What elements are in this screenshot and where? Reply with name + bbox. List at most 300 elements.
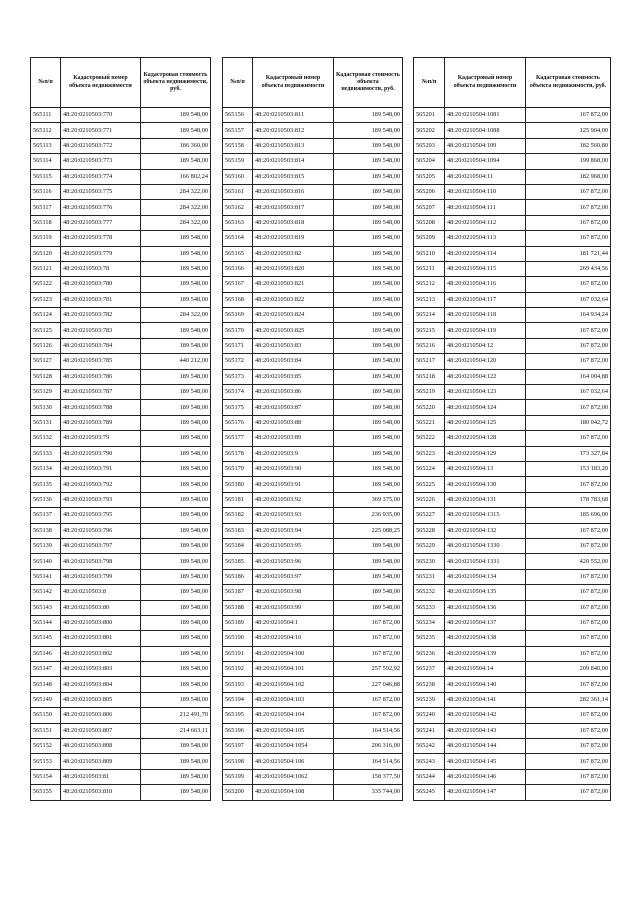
cadastral-cost-cell: 167 872,00 <box>526 754 611 769</box>
cadastral-table-1 <box>30 57 211 801</box>
table-row <box>223 277 403 292</box>
cadastral-number-cell: 48:20:0210503:8 <box>61 585 141 600</box>
row-number-cell: 565191 <box>223 646 253 661</box>
row-number-cell: 565155 <box>31 785 61 800</box>
cadastral-number-cell: 48:20:0210504:123 <box>445 385 526 400</box>
cadastral-cost-cell: 189 548,00 <box>334 461 403 476</box>
cadastral-cost-cell: 269 434,56 <box>526 261 611 276</box>
cadastral-cost-cell: 167 872,00 <box>526 354 611 369</box>
cadastral-cost-cell: 189 548,00 <box>334 123 403 138</box>
cadastral-number-cell: 48:20:0210504:1094 <box>445 154 526 169</box>
table-row <box>31 677 211 692</box>
row-number-cell: 565146 <box>31 646 61 661</box>
cadastral-number-cell: 48:20:0210504:114 <box>445 246 526 261</box>
cadastral-cost-cell: 167 872,00 <box>526 677 611 692</box>
table-row <box>223 708 403 723</box>
cadastral-cost-cell: 189 548,00 <box>334 385 403 400</box>
row-number-cell: 565235 <box>414 631 445 646</box>
cadastral-cost-cell: 189 548,00 <box>141 108 211 123</box>
cadastral-cost-cell: 189 548,00 <box>334 431 403 446</box>
table-row <box>414 261 611 276</box>
table-row <box>414 369 611 384</box>
row-number-cell: 565122 <box>31 277 61 292</box>
cadastral-cost-cell: 189 548,00 <box>141 677 211 692</box>
cadastral-cost-cell: 167 872,00 <box>526 615 611 630</box>
cadastral-cost-cell: 167 872,00 <box>334 708 403 723</box>
row-number-cell: 565201 <box>414 108 445 123</box>
cadastral-cost-cell: 189 548,00 <box>334 277 403 292</box>
row-number-cell: 565138 <box>31 523 61 538</box>
cadastral-number-cell: 48:20:0210503:788 <box>61 400 141 415</box>
table-row <box>223 461 403 476</box>
row-number-cell: 565238 <box>414 677 445 692</box>
table-row <box>414 646 611 661</box>
table-row <box>31 754 211 769</box>
table-row <box>31 615 211 630</box>
cadastral-number-cell: 48:20:0210503:807 <box>61 723 141 738</box>
row-number-cell: 565156 <box>223 108 253 123</box>
row-number-cell: 565233 <box>414 600 445 615</box>
cadastral-number-cell: 48:20:0210504:129 <box>445 446 526 461</box>
cadastral-number-cell: 48:20:0210503:780 <box>61 277 141 292</box>
table-row <box>31 308 211 323</box>
row-number-cell: 565126 <box>31 338 61 353</box>
table-row <box>31 492 211 507</box>
table-row <box>414 400 611 415</box>
cadastral-cost-cell: 189 548,00 <box>141 415 211 430</box>
cadastral-cost-cell: 189 548,00 <box>334 600 403 615</box>
cadastral-cost-cell: 284 322,00 <box>141 215 211 230</box>
cadastral-number-cell: 48:20:0210503:772 <box>61 138 141 153</box>
cadastral-cost-cell: 167 872,00 <box>526 431 611 446</box>
row-number-cell: 565198 <box>223 754 253 769</box>
cadastral-number-cell: 48:20:0210504:104 <box>253 708 334 723</box>
cadastral-number-cell: 48:20:0210503:806 <box>61 708 141 723</box>
cadastral-number-cell: 48:20:0210503:83 <box>253 338 334 353</box>
row-number-cell: 565139 <box>31 538 61 553</box>
cadastral-cost-cell: 181 721,44 <box>526 246 611 261</box>
cadastral-number-cell: 48:20:0210503:94 <box>253 523 334 538</box>
cadastral-number-cell: 48:20:0210504:130 <box>445 477 526 492</box>
cadastral-number-cell: 48:20:0210504:1330 <box>445 538 526 553</box>
row-number-cell: 565165 <box>223 246 253 261</box>
table-row <box>223 477 403 492</box>
table-row <box>414 184 611 199</box>
cadastral-cost-cell: 167 032,64 <box>526 292 611 307</box>
cadastral-cost-cell: 189 548,00 <box>141 292 211 307</box>
cadastral-number-cell: 48:20:0210504:1054 <box>253 739 334 754</box>
table-row <box>31 769 211 784</box>
cadastral-number-cell: 48:20:0210503:783 <box>61 323 141 338</box>
cadastral-number-cell: 48:20:0210503:80 <box>61 600 141 615</box>
row-number-cell: 565230 <box>414 554 445 569</box>
cadastral-cost-cell: 167 872,00 <box>526 785 611 800</box>
cadastral-number-cell: 48:20:0210503:815 <box>253 169 334 184</box>
header-cadastral-cost: Кадастровая стоимость объекта недвижимости, руб. <box>141 58 211 108</box>
cadastral-cost-cell: 189 548,00 <box>334 585 403 600</box>
cadastral-number-cell: 48:20:0210504:122 <box>445 369 526 384</box>
cadastral-cost-cell: 189 548,00 <box>141 431 211 446</box>
cadastral-cost-cell: 420 552,00 <box>526 554 611 569</box>
cadastral-number-cell: 48:20:0210504:11 <box>445 169 526 184</box>
row-number-cell: 565118 <box>31 215 61 230</box>
row-number-cell: 565149 <box>31 692 61 707</box>
row-number-cell: 565111 <box>31 108 61 123</box>
cadastral-cost-cell: 180 042,72 <box>526 415 611 430</box>
table-row <box>414 492 611 507</box>
table-row <box>31 277 211 292</box>
table-row <box>414 569 611 584</box>
cadastral-cost-cell: 164 004,88 <box>526 369 611 384</box>
table-row <box>414 631 611 646</box>
cadastral-number-cell: 48:20:0210504:134 <box>445 569 526 584</box>
cadastral-cost-cell: 440 212,00 <box>141 354 211 369</box>
row-number-cell: 565148 <box>31 677 61 692</box>
table-row <box>414 554 611 569</box>
table-row <box>414 708 611 723</box>
cadastral-cost-cell: 189 548,00 <box>334 338 403 353</box>
header-row-number: №п/п <box>223 58 253 108</box>
cadastral-number-cell: 48:20:0210503:776 <box>61 200 141 215</box>
cadastral-number-cell: 48:20:0210504:1088 <box>445 123 526 138</box>
table-row <box>414 215 611 230</box>
cadastral-number-cell: 48:20:0210504:116 <box>445 277 526 292</box>
row-number-cell: 565113 <box>31 138 61 153</box>
cadastral-number-cell: 48:20:0210504:139 <box>445 646 526 661</box>
table-row <box>223 769 403 784</box>
row-number-cell: 565241 <box>414 723 445 738</box>
cadastral-cost-cell: 189 548,00 <box>334 200 403 215</box>
cadastral-number-cell: 48:20:0210503:79 <box>61 431 141 446</box>
cadastral-number-cell: 48:20:0210503:86 <box>253 385 334 400</box>
cadastral-number-cell: 48:20:0210504:102 <box>253 677 334 692</box>
row-number-cell: 565199 <box>223 769 253 784</box>
cadastral-number-cell: 48:20:0210503:775 <box>61 184 141 199</box>
table-row <box>31 446 211 461</box>
cadastral-cost-cell: 189 548,00 <box>141 277 211 292</box>
row-number-cell: 565136 <box>31 492 61 507</box>
table-row <box>223 246 403 261</box>
row-number-cell: 565123 <box>31 292 61 307</box>
cadastral-number-cell: 48:20:0210503:790 <box>61 446 141 461</box>
row-number-cell: 565134 <box>31 461 61 476</box>
row-number-cell: 565197 <box>223 739 253 754</box>
table-row <box>31 585 211 600</box>
cadastral-number-cell: 48:20:0210503:781 <box>61 292 141 307</box>
header-cadastral-number: Кадастровый номер объекта недвижимости <box>61 58 141 108</box>
cadastral-cost-cell: 167 872,00 <box>526 631 611 646</box>
table-row <box>223 538 403 553</box>
cadastral-number-cell: 48:20:0210503:92 <box>253 492 334 507</box>
cadastral-cost-cell: 189 548,00 <box>334 569 403 584</box>
cadastral-number-cell: 48:20:0210504:136 <box>445 600 526 615</box>
table-row <box>31 692 211 707</box>
table-row <box>414 477 611 492</box>
cadastral-cost-cell: 189 548,00 <box>334 538 403 553</box>
cadastral-cost-cell: 189 548,00 <box>334 246 403 261</box>
row-number-cell: 565242 <box>414 739 445 754</box>
cadastral-number-cell: 48:20:0210504:145 <box>445 754 526 769</box>
table-row <box>223 215 403 230</box>
table-row <box>31 369 211 384</box>
cadastral-cost-cell: 189 548,00 <box>141 246 211 261</box>
table-row <box>223 615 403 630</box>
table-row <box>414 200 611 215</box>
cadastral-cost-cell: 189 548,00 <box>141 615 211 630</box>
row-number-cell: 565232 <box>414 585 445 600</box>
cadastral-number-cell: 48:20:0210504:115 <box>445 261 526 276</box>
cadastral-number-cell: 48:20:0210503:787 <box>61 385 141 400</box>
cadastral-number-cell: 48:20:0210504:110 <box>445 184 526 199</box>
cadastral-number-cell: 48:20:0210504:108 <box>253 785 334 800</box>
header-cadastral-cost: Кадастровая стоимость объекта недвижимости, руб. <box>334 58 403 108</box>
row-number-cell: 565202 <box>414 123 445 138</box>
row-number-cell: 565207 <box>414 200 445 215</box>
cadastral-cost-cell: 189 548,00 <box>141 123 211 138</box>
cadastral-number-cell: 48:20:0210504:120 <box>445 354 526 369</box>
cadastral-number-cell: 48:20:0210504:106 <box>253 754 334 769</box>
table-body <box>223 108 403 801</box>
cadastral-number-cell: 48:20:0210503:87 <box>253 400 334 415</box>
cadastral-cost-cell: 189 548,00 <box>141 508 211 523</box>
cadastral-cost-cell: 167 872,00 <box>334 615 403 630</box>
cadastral-cost-cell: 189 548,00 <box>334 231 403 246</box>
row-number-cell: 565182 <box>223 508 253 523</box>
cadastral-cost-cell: 189 548,00 <box>334 169 403 184</box>
row-number-cell: 565170 <box>223 323 253 338</box>
cadastral-cost-cell: 189 548,00 <box>334 400 403 415</box>
table-row <box>414 323 611 338</box>
row-number-cell: 565130 <box>31 400 61 415</box>
table-row <box>31 431 211 446</box>
cadastral-cost-cell: 189 548,00 <box>334 154 403 169</box>
table-row <box>31 400 211 415</box>
cadastral-number-cell: 48:20:0210503:793 <box>61 492 141 507</box>
cadastral-cost-cell: 185 696,00 <box>526 508 611 523</box>
cadastral-number-cell: 48:20:0210503:804 <box>61 677 141 692</box>
row-number-cell: 565164 <box>223 231 253 246</box>
table-row <box>414 108 611 123</box>
cadastral-number-cell: 48:20:0210504:111 <box>445 200 526 215</box>
cadastral-cost-cell: 167 872,00 <box>526 523 611 538</box>
cadastral-cost-cell: 284 322,00 <box>141 184 211 199</box>
row-number-cell: 565181 <box>223 492 253 507</box>
row-number-cell: 565168 <box>223 292 253 307</box>
row-number-cell: 565200 <box>223 785 253 800</box>
cadastral-number-cell: 48:20:0210503:820 <box>253 261 334 276</box>
table-row <box>223 415 403 430</box>
cadastral-cost-cell: 189 548,00 <box>141 446 211 461</box>
cadastral-number-cell: 48:20:0210503:800 <box>61 615 141 630</box>
table-row <box>31 785 211 800</box>
cadastral-number-cell: 48:20:0210504:147 <box>445 785 526 800</box>
row-number-cell: 565162 <box>223 200 253 215</box>
cadastral-number-cell: 48:20:0210503:774 <box>61 169 141 184</box>
cadastral-number-cell: 48:20:0210504:101 <box>253 662 334 677</box>
cadastral-cost-cell: 189 548,00 <box>141 769 211 784</box>
cadastral-cost-cell: 189 548,00 <box>334 323 403 338</box>
cadastral-cost-cell: 153 183,20 <box>526 461 611 476</box>
row-number-cell: 565145 <box>31 631 61 646</box>
table-row <box>31 477 211 492</box>
table-row <box>414 739 611 754</box>
cadastral-number-cell: 48:20:0210503:813 <box>253 138 334 153</box>
cadastral-number-cell: 48:20:0210503:818 <box>253 215 334 230</box>
row-number-cell: 565152 <box>31 739 61 754</box>
cadastral-cost-cell: 167 872,00 <box>526 338 611 353</box>
table-row <box>31 246 211 261</box>
cadastral-number-cell: 48:20:0210504:1 <box>253 615 334 630</box>
row-number-cell: 565228 <box>414 523 445 538</box>
cadastral-number-cell: 48:20:0210503:801 <box>61 631 141 646</box>
row-number-cell: 565172 <box>223 354 253 369</box>
row-number-cell: 565179 <box>223 461 253 476</box>
row-number-cell: 565221 <box>414 415 445 430</box>
row-number-cell: 565141 <box>31 569 61 584</box>
cadastral-number-cell: 48:20:0210504:1315 <box>445 508 526 523</box>
row-number-cell: 565128 <box>31 369 61 384</box>
table-row <box>31 169 211 184</box>
table-row <box>223 662 403 677</box>
row-number-cell: 565210 <box>414 246 445 261</box>
table-row <box>414 138 611 153</box>
table-header <box>223 58 403 108</box>
row-number-cell: 565204 <box>414 154 445 169</box>
cadastral-cost-cell: 167 872,00 <box>526 477 611 492</box>
cadastral-number-cell: 48:20:0210503:809 <box>61 754 141 769</box>
cadastral-number-cell: 48:20:0210504:125 <box>445 415 526 430</box>
cadastral-number-cell: 48:20:0210503:777 <box>61 215 141 230</box>
row-number-cell: 565160 <box>223 169 253 184</box>
table-row <box>223 138 403 153</box>
cadastral-cost-cell: 167 872,00 <box>526 723 611 738</box>
cadastral-number-cell: 48:20:0210504:113 <box>445 231 526 246</box>
cadastral-cost-cell: 189 548,00 <box>141 400 211 415</box>
cadastral-cost-cell: 189 548,00 <box>334 554 403 569</box>
row-number-cell: 565180 <box>223 477 253 492</box>
row-number-cell: 565151 <box>31 723 61 738</box>
table-row <box>223 292 403 307</box>
cadastral-cost-cell: 167 872,00 <box>526 184 611 199</box>
table-row <box>223 677 403 692</box>
table-header <box>31 58 211 108</box>
table-row <box>31 108 211 123</box>
row-number-cell: 565114 <box>31 154 61 169</box>
cadastral-cost-cell: 189 548,00 <box>141 554 211 569</box>
row-number-cell: 565184 <box>223 538 253 553</box>
cadastral-number-cell: 48:20:0210503:814 <box>253 154 334 169</box>
cadastral-cost-cell: 189 548,00 <box>141 261 211 276</box>
cadastral-number-cell: 48:20:0210503:802 <box>61 646 141 661</box>
row-number-cell: 565231 <box>414 569 445 584</box>
row-number-cell: 565219 <box>414 385 445 400</box>
cadastral-number-cell: 48:20:0210504:144 <box>445 739 526 754</box>
cadastral-cost-cell: 189 548,00 <box>141 231 211 246</box>
cadastral-number-cell: 48:20:0210504:119 <box>445 323 526 338</box>
row-number-cell: 565178 <box>223 446 253 461</box>
table-row <box>31 600 211 615</box>
row-number-cell: 565120 <box>31 246 61 261</box>
cadastral-number-cell: 48:20:0210504:1331 <box>445 554 526 569</box>
cadastral-number-cell: 48:20:0210503:98 <box>253 585 334 600</box>
cadastral-number-cell: 48:20:0210503:785 <box>61 354 141 369</box>
table-row <box>31 415 211 430</box>
table-row <box>223 508 403 523</box>
row-number-cell: 565127 <box>31 354 61 369</box>
table-row <box>414 338 611 353</box>
row-number-cell: 565115 <box>31 169 61 184</box>
cadastral-number-cell: 48:20:0210503:808 <box>61 739 141 754</box>
table-row <box>223 431 403 446</box>
row-number-cell: 565147 <box>31 662 61 677</box>
cadastral-cost-cell: 189 548,00 <box>141 739 211 754</box>
cadastral-cost-cell: 189 548,00 <box>141 385 211 400</box>
table-row <box>414 538 611 553</box>
row-number-cell: 565214 <box>414 308 445 323</box>
row-number-cell: 565140 <box>31 554 61 569</box>
table-row <box>223 123 403 138</box>
row-number-cell: 565159 <box>223 154 253 169</box>
cadastral-cost-cell: 227 046,88 <box>334 677 403 692</box>
table-row <box>414 754 611 769</box>
cadastral-cost-cell: 189 548,00 <box>141 154 211 169</box>
cadastral-cost-cell: 189 548,00 <box>141 585 211 600</box>
row-number-cell: 565124 <box>31 308 61 323</box>
row-number-cell: 565125 <box>31 323 61 338</box>
cadastral-cost-cell: 167 872,00 <box>526 400 611 415</box>
table-row <box>414 292 611 307</box>
table-row <box>223 308 403 323</box>
cadastral-number-cell: 48:20:0210503:812 <box>253 123 334 138</box>
row-number-cell: 565144 <box>31 615 61 630</box>
cadastral-cost-cell: 167 872,00 <box>526 769 611 784</box>
cadastral-cost-cell: 189 548,00 <box>141 646 211 661</box>
cadastral-number-cell: 48:20:0210504:137 <box>445 615 526 630</box>
table-row <box>223 446 403 461</box>
cadastral-cost-cell: 189 548,00 <box>141 323 211 338</box>
cadastral-number-cell: 48:20:0210503:795 <box>61 508 141 523</box>
row-number-cell: 565194 <box>223 692 253 707</box>
row-number-cell: 565175 <box>223 400 253 415</box>
cadastral-cost-cell: 167 872,00 <box>526 708 611 723</box>
cadastral-number-cell: 48:20:0210504:135 <box>445 585 526 600</box>
cadastral-cost-cell: 167 872,00 <box>526 739 611 754</box>
cadastral-cost-cell: 167 872,00 <box>526 231 611 246</box>
cadastral-cost-cell: 189 548,00 <box>141 523 211 538</box>
table-row <box>223 600 403 615</box>
row-number-cell: 565161 <box>223 184 253 199</box>
table-row <box>223 585 403 600</box>
table-row <box>31 723 211 738</box>
row-number-cell: 565211 <box>414 261 445 276</box>
cadastral-cost-cell: 167 872,00 <box>526 277 611 292</box>
table-row <box>414 169 611 184</box>
row-number-cell: 565225 <box>414 477 445 492</box>
cadastral-cost-cell: 189 548,00 <box>141 477 211 492</box>
row-number-cell: 565117 <box>31 200 61 215</box>
row-number-cell: 565167 <box>223 277 253 292</box>
row-number-cell: 565121 <box>31 261 61 276</box>
row-number-cell: 565112 <box>31 123 61 138</box>
cadastral-number-cell: 48:20:0210504:118 <box>445 308 526 323</box>
table-row <box>414 446 611 461</box>
cadastral-number-cell: 48:20:0210503:778 <box>61 231 141 246</box>
row-number-cell: 565237 <box>414 662 445 677</box>
cadastral-cost-cell: 189 548,00 <box>141 631 211 646</box>
cadastral-number-cell: 48:20:0210503:82 <box>253 246 334 261</box>
row-number-cell: 565142 <box>31 585 61 600</box>
table-row <box>31 338 211 353</box>
